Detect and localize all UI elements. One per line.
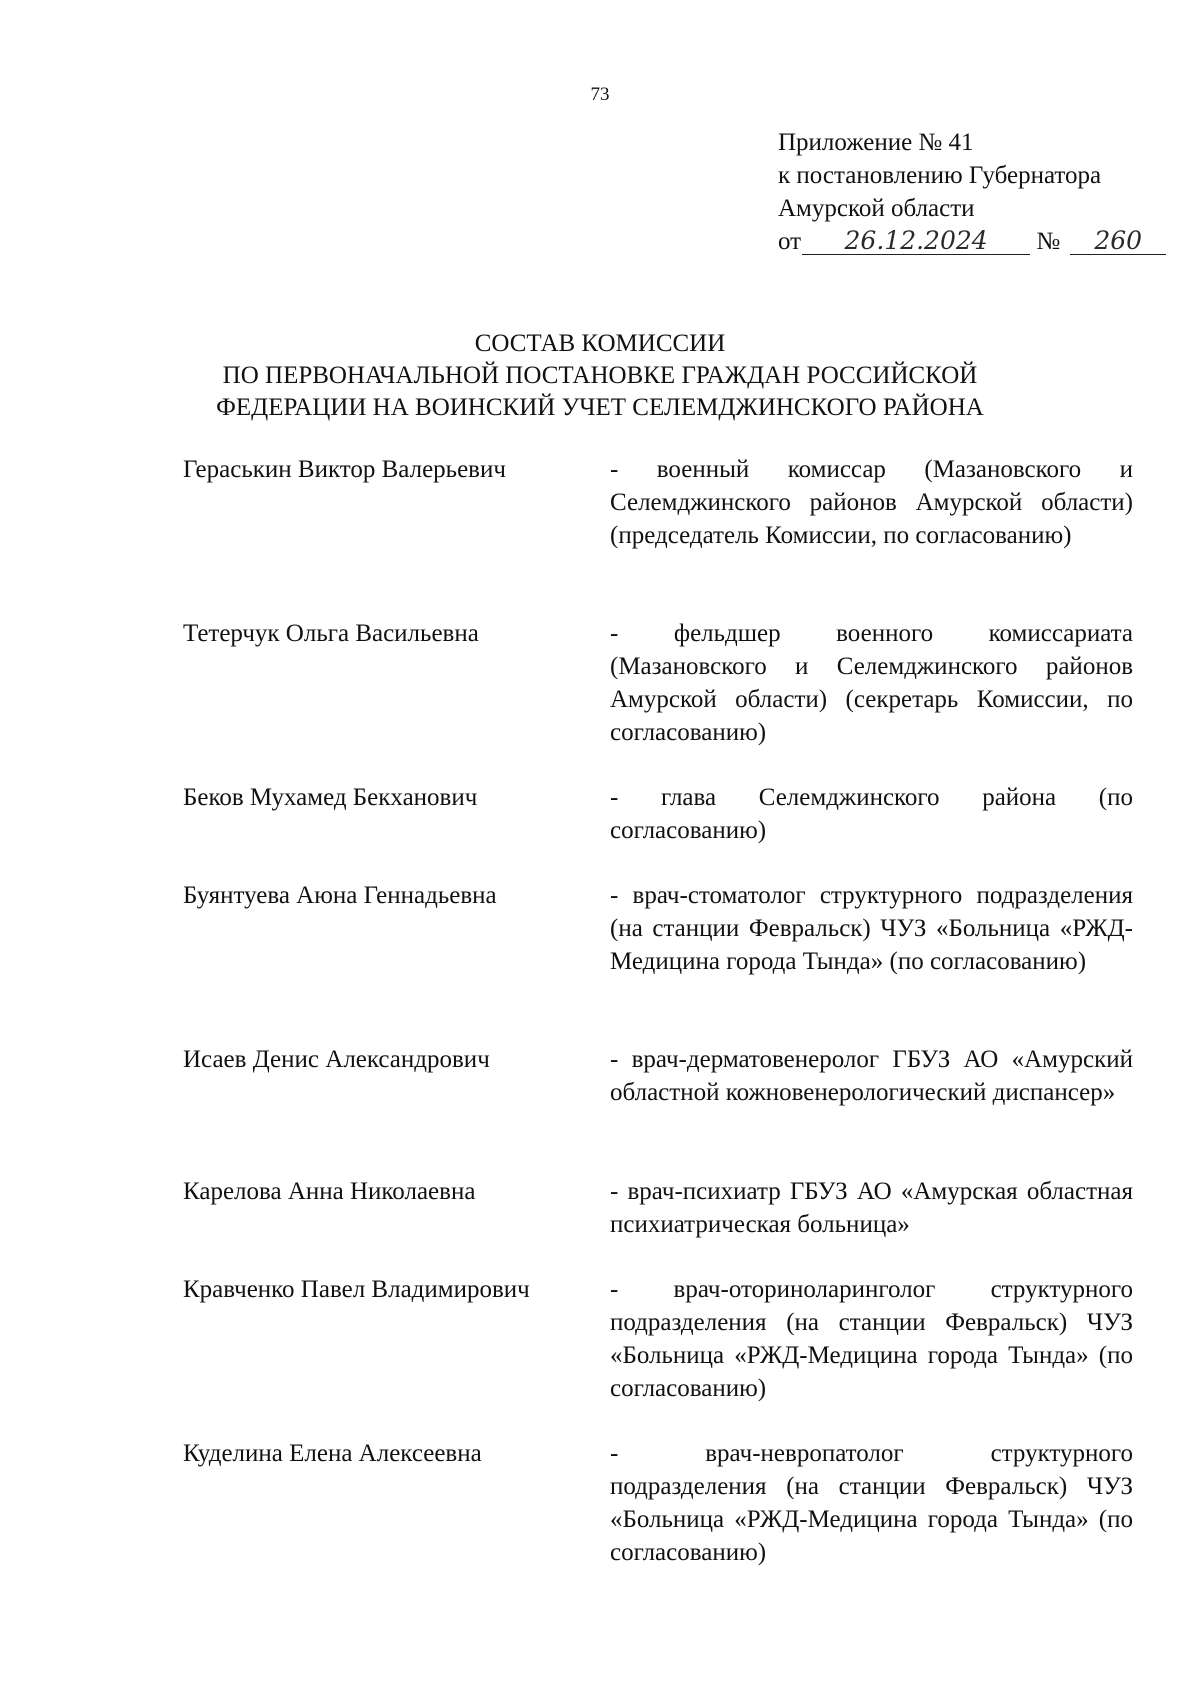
member-role: - врач-оториноларинголог структурного подразделения (на станции Февральск) ЧУЗ «Больница «РЖД-Медицина города Тында» (по согласованию)	[610, 1276, 1133, 1402]
handwritten-number: 260	[1070, 228, 1166, 255]
member-role: - глава Селемджинского района (по согласованию)	[610, 784, 1133, 844]
title-line-1: СОСТАВ КОМИССИИ	[474, 330, 726, 357]
member-name: Исаев Денис Александрович	[183, 1046, 490, 1073]
member-name: Тетерчук Ольга Васильевна	[183, 620, 479, 647]
document-title	[0, 328, 1200, 424]
member-name: Куделина Елена Алексеевна	[183, 1440, 482, 1467]
handwritten-date: 26.12.2024	[802, 228, 1030, 255]
member-role: - фельдшер военного комиссариата (Мазановского и Селемджинского районов Амурской области) (секретарь Комиссии, по согласованию)	[610, 620, 1133, 746]
member-name: Карелова Анна Николаевна	[183, 1178, 476, 1205]
appendix-line-2: к постановлению Губернатора	[778, 162, 1102, 189]
member-name: Беков Мухамед Бекханович	[183, 784, 478, 811]
date-prefix: от	[778, 228, 802, 255]
title-line-2: ПО ПЕРВОНАЧАЛЬНОЙ ПОСТАНОВКЕ ГРАЖДАН РОССИЙСКОЙ	[222, 362, 978, 389]
title-line-3: ФЕДЕРАЦИИ НА ВОИНСКИЙ УЧЕТ СЕЛЕМДЖИНСКОГО РАЙОНА	[216, 394, 984, 421]
appendix-date-line	[778, 225, 1178, 258]
appendix-line-3: Амурской области	[778, 195, 975, 222]
member-role: - врач-психиатр ГБУЗ АО «Амурская областная психиатрическая больница»	[610, 1178, 1133, 1238]
number-prefix: №	[1036, 228, 1061, 255]
member-name: Кравченко Павел Владимирович	[183, 1276, 530, 1303]
member-role: - военный комиссар (Мазановского и Селемджинского районов Амурской области) (председатель Комиссии, по согласованию)	[610, 456, 1133, 549]
appendix-header	[778, 126, 1178, 258]
member-role: - врач-невропатолог структурного подразделения (на станции Февральск) ЧУЗ «Больница «РЖД-Медицина города Тында» (по согласованию)	[610, 1440, 1133, 1566]
page-number: 73	[590, 84, 610, 105]
member-role: - врач-дерматовенеролог ГБУЗ АО «Амурский областной кожновенерологический диспансер»	[610, 1046, 1133, 1106]
appendix-line-1: Приложение № 41	[778, 129, 974, 156]
member-name: Буянтуева Аюна Геннадьевна	[183, 882, 497, 909]
member-name: Гераськин Виктор Валерьевич	[183, 456, 506, 483]
member-role: - врач-стоматолог структурного подразделения (на станции Февральск) ЧУЗ «Больница «РЖД-Медицина города Тында» (по согласованию)	[610, 882, 1133, 975]
